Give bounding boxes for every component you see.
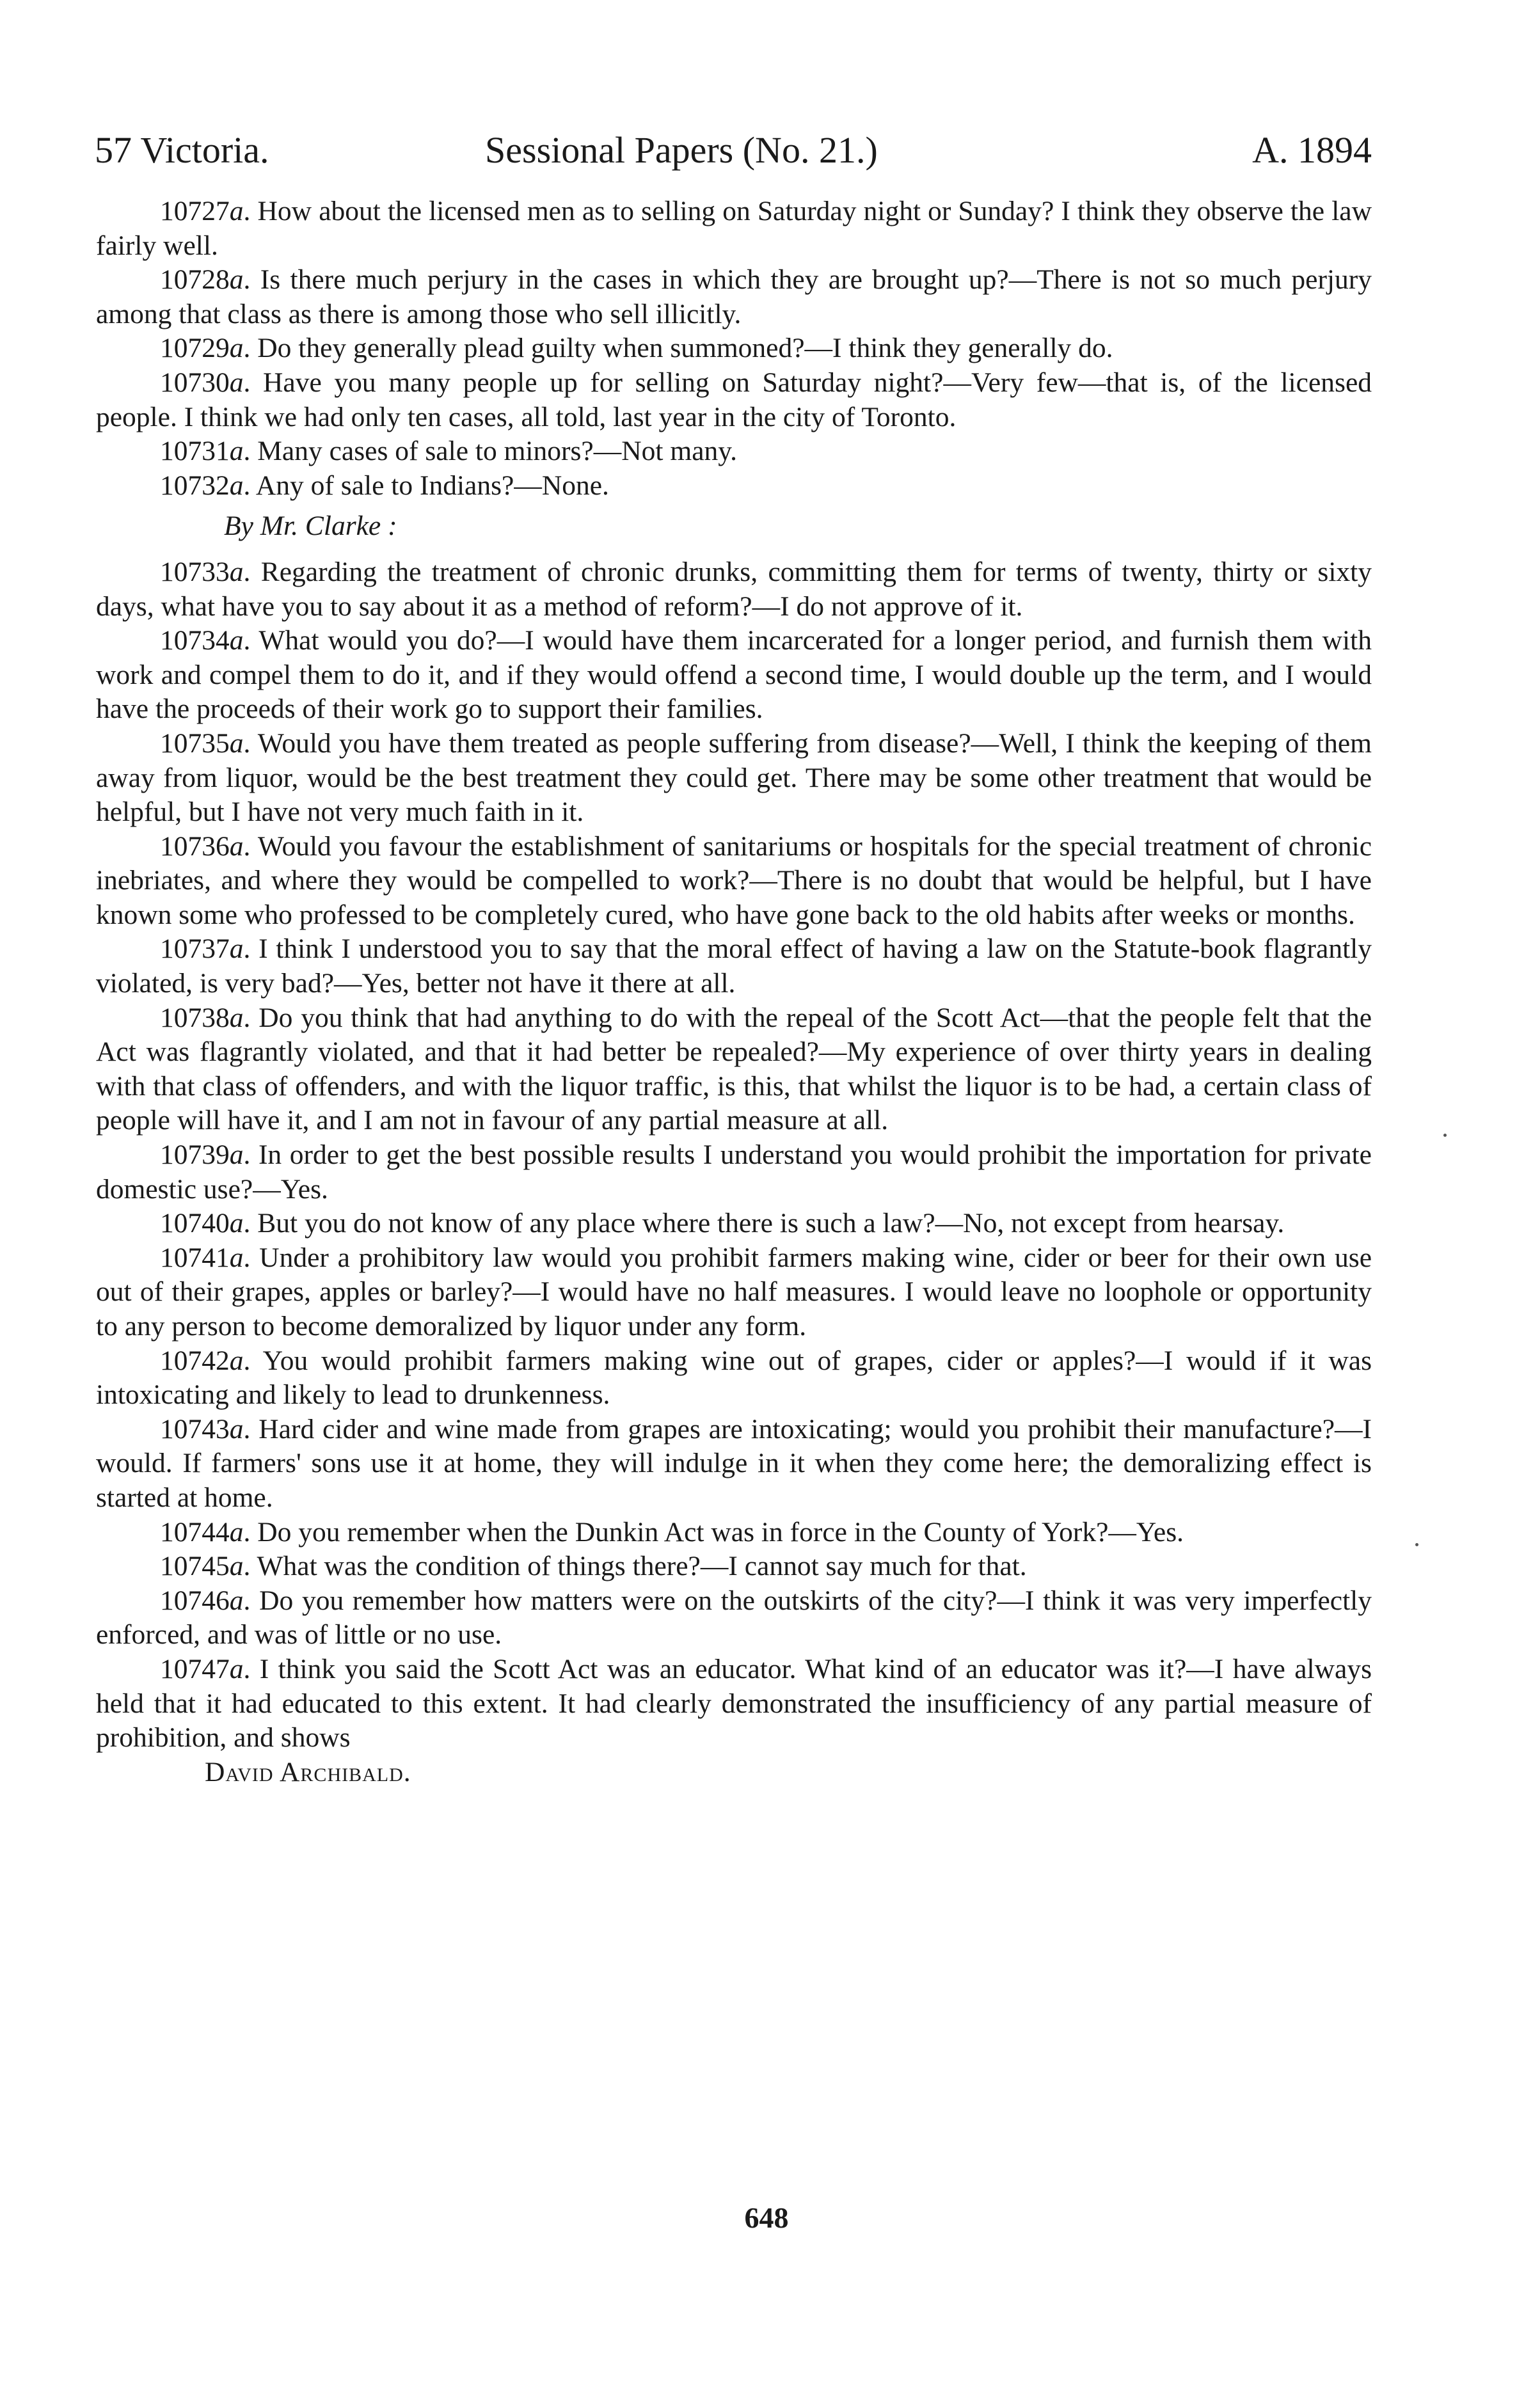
- paragraph: [96, 1652, 1372, 1755]
- paragraph: [96, 830, 1372, 933]
- paragraph-text: But you do not know of any place where there is such a law?—No, not except from hearsay.: [257, 1208, 1285, 1239]
- paragraph-text: Many cases of sale to minors?—Not many.: [257, 436, 738, 467]
- header-right: A. 1894: [1252, 129, 1372, 171]
- question-number: 10735a.: [160, 727, 251, 759]
- paragraph: [96, 1549, 1372, 1584]
- paragraph: [96, 1344, 1372, 1413]
- paragraph-text: Under a prohibitory law would you prohibit farmers making wine, cider or beer for their own use out of their grapes, apples or barley?—I would have no half measures. I would leave no loophole or opportunity to any person to become demoralized by liquor under any form.: [96, 1242, 1372, 1342]
- question-number: 10744a.: [160, 1516, 251, 1548]
- question-number: 10741a.: [160, 1242, 251, 1273]
- question-number: 10730a.: [160, 367, 251, 398]
- paragraph-text: Is there much perjury in the cases in which they are brought up?—There is not so much perjury among that class as there is among those who sell illicitly.: [96, 264, 1372, 329]
- paragraph-text: Do you think that had anything to do with the repeal of the Scott Act—that the people felt that the Act was flagrantly violated, and that it had better be repealed?—My experience of over thirty years in dealing with that class of offenders, and with the liquor traffic, is this, that whilst the liquor is to be had, a certain class of people will have it, and I am not in favour of any partial measure at all.: [96, 1002, 1372, 1136]
- paragraph-text: Hard cider and wine made from grapes are intoxicating; would you prohibit their manufacture?—I would. If farmers' sons use it at home, they will indulge in it when they come here; the demoralizing effect is started at home.: [96, 1413, 1372, 1513]
- paragraph-text: Any of sale to Indians?—None.: [255, 470, 609, 501]
- question-number: 10737a.: [160, 933, 251, 965]
- page-number: 648: [744, 2201, 789, 2234]
- paragraph: [96, 194, 1372, 263]
- paragraph: [96, 1584, 1372, 1652]
- header-left: 57 Victoria.: [95, 129, 269, 171]
- paragraph: [96, 555, 1372, 624]
- paragraph: [96, 1001, 1372, 1138]
- question-number: 10742a.: [160, 1345, 251, 1376]
- paragraph: [96, 1138, 1372, 1207]
- paragraph: [96, 469, 1372, 503]
- question-number: 10739a.: [160, 1139, 251, 1171]
- question-number: 10736a.: [160, 830, 251, 862]
- question-number: 10733a.: [160, 556, 251, 587]
- question-number: 10738a.: [160, 1002, 251, 1033]
- paragraph: [96, 331, 1372, 366]
- header-center: Sessional Papers (No. 21.): [485, 129, 878, 171]
- question-number: 10747a.: [160, 1653, 251, 1684]
- running-header: [95, 125, 1372, 176]
- paragraph-text: Have you many people up for selling on Saturday night?—Very few—that is, of the licensed people. I think we had only ten cases, all told, last year in the city of Toronto.: [96, 367, 1372, 432]
- paragraph-text: Do you remember when the Dunkin Act was in force in the County of York?—Yes.: [257, 1516, 1184, 1548]
- paragraph: [96, 366, 1372, 434]
- question-number: 10746a.: [160, 1585, 251, 1616]
- paragraph-text: Would you favour the establishment of sanitariums or hospitals for the special treatment of chronic inebriates, and where they would be compelled to work?—There is no doubt that would be helpful, but I have known some who professed to be completely cured, who have gone back to the old habits after weeks or months.: [96, 830, 1372, 930]
- question-number: 10745a.: [160, 1551, 251, 1582]
- paragraph-text: Would you have them treated as people suffering from disease?—Well, I think the keeping of them away from liquor, would be the best treatment they could get. There may be some other treatment that would be helpful, but I have not very much faith in it.: [96, 727, 1372, 828]
- question-number: 10734a.: [160, 625, 251, 656]
- question-number: 10740a.: [160, 1208, 251, 1239]
- paragraph-text: I think I understood you to say that the moral effect of having a law on the Statute-book flagrantly violated, is very bad?—Yes, better not have it there at all.: [96, 933, 1372, 999]
- question-number: 10727a.: [160, 196, 251, 226]
- paragraph: [96, 1516, 1372, 1550]
- paragraph-text: You would prohibit farmers making wine out of grapes, cider or apples?—I would if it was intoxicating and likely to lead to drunkenness.: [96, 1345, 1372, 1411]
- question-number: 10728a.: [160, 264, 251, 296]
- paragraph: [96, 1413, 1372, 1516]
- paragraph: [96, 1207, 1372, 1241]
- paragraph: [96, 263, 1372, 331]
- witness-signature: David Archibald.: [205, 1756, 411, 1787]
- paragraph: [96, 624, 1372, 727]
- question-number: 10732a.: [160, 470, 251, 501]
- paragraph: [96, 932, 1372, 1001]
- paragraph: [96, 727, 1372, 830]
- paragraph-text: Regarding the treatment of chronic drunks, committing them for terms of twenty, thirty or sixty days, what have you to say about it as a method of reform?—I do not approve of it.: [96, 556, 1372, 622]
- body-text: [96, 194, 1372, 1789]
- paragraph-text: What would you do?—I would have them incarcerated for a longer period, and furnish them with work and compel them to do it, and if they would offend a second time, I would double up the term, and I would have the proceeds of their work go to support their families.: [96, 625, 1372, 725]
- paragraph-text: What was the condition of things there?—I cannot say much for that.: [257, 1551, 1027, 1582]
- paragraph: [96, 1241, 1372, 1344]
- paragraph-text: Do you remember how matters were on the outskirts of the city?—I think it was very imperfectly enforced, and was of little or no use.: [96, 1585, 1372, 1651]
- paragraph-text: Do they generally plead guilty when summoned?—I think they generally do.: [257, 333, 1113, 364]
- paragraph-text: I think you said the Scott Act was an educator. What kind of an educator was it?—I have always held that it had educated to this extent. It had clearly demonstrated the insufficiency of any partial measure of prohibition, and shows: [96, 1653, 1372, 1754]
- margin-speck: [1443, 1134, 1447, 1137]
- examiner-subheading: By Mr. Clarke :: [224, 511, 397, 542]
- paragraph: [96, 434, 1372, 469]
- paragraph-text: In order to get the best possible results I understand you would prohibit the importation for private domestic use?—Yes.: [96, 1139, 1372, 1205]
- margin-speck: [1415, 1543, 1418, 1546]
- question-number: 10743a.: [160, 1413, 251, 1445]
- paragraph-text: How about the licensed men as to selling on Saturday night or Sunday? I think they observe the law fairly well.: [96, 196, 1372, 261]
- question-number: 10731a.: [160, 436, 251, 467]
- question-number: 10729a.: [160, 333, 251, 364]
